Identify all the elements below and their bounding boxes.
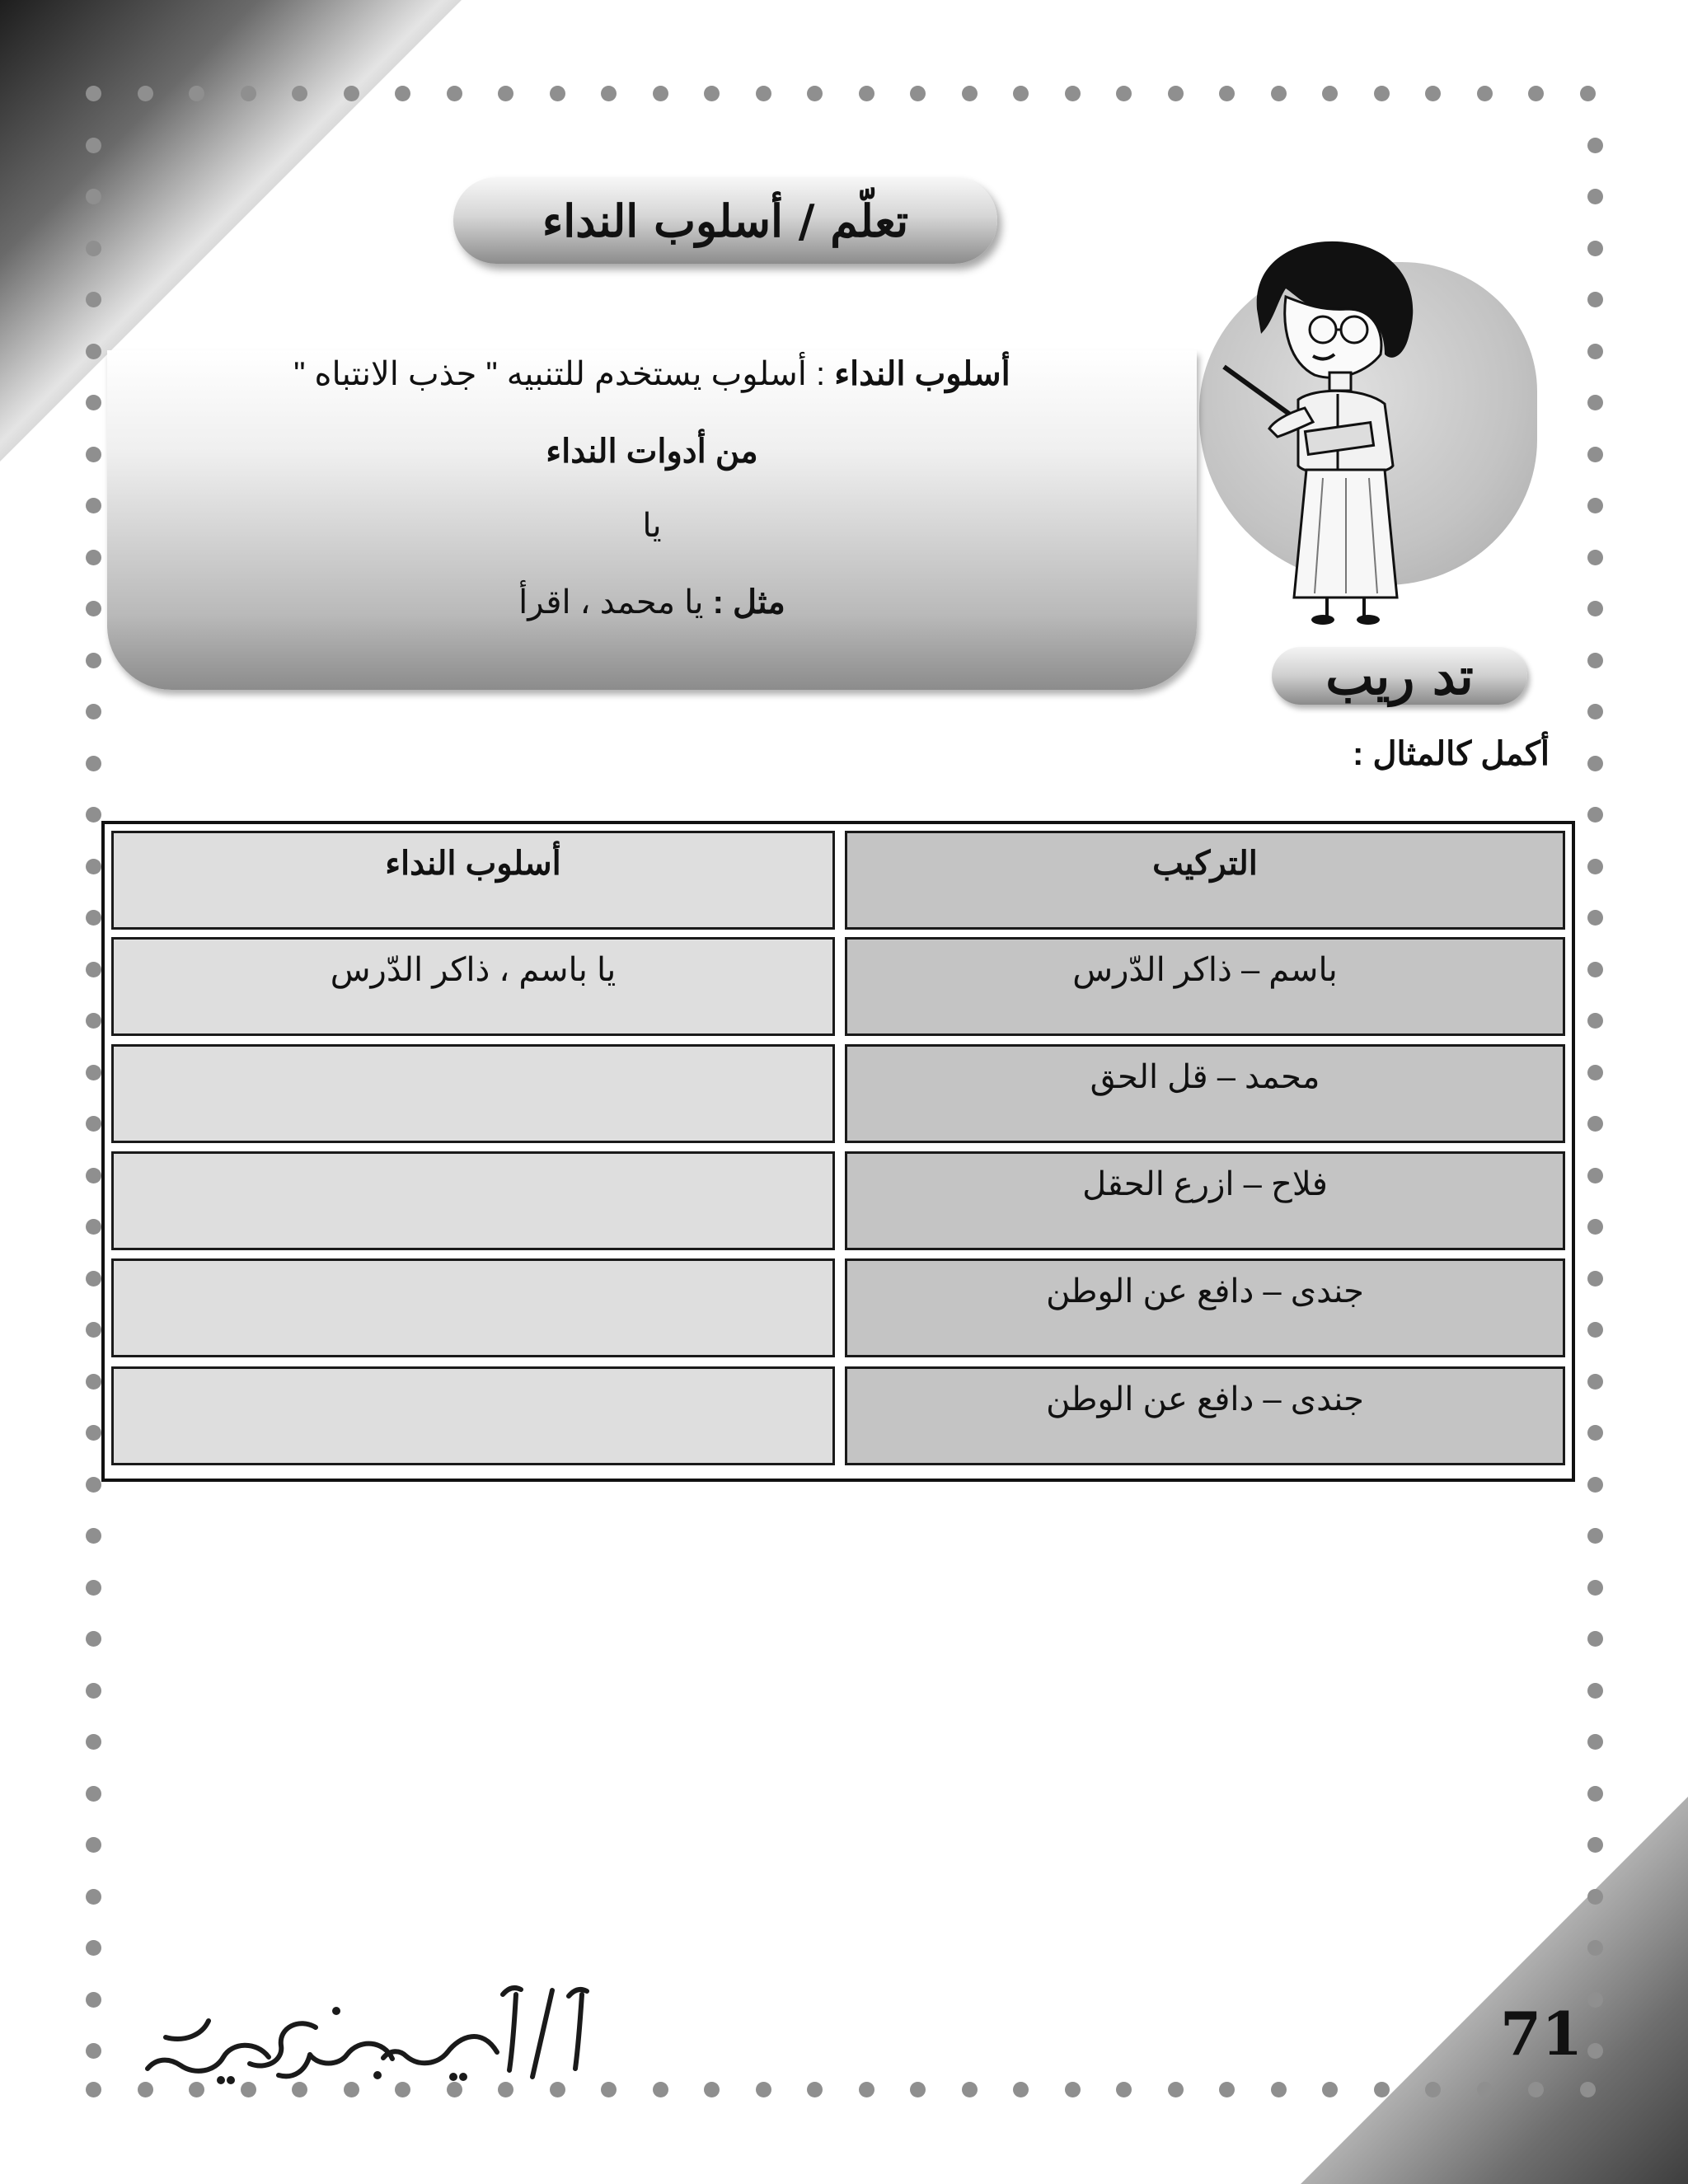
teacher-illustration xyxy=(1207,231,1537,635)
definition-line xyxy=(107,355,1197,393)
table-header-cell: التركيب xyxy=(845,831,1565,930)
table-header-cell: أسلوب النداء xyxy=(111,831,835,930)
border-dot xyxy=(86,910,101,926)
border-dot xyxy=(1587,1271,1603,1286)
border-dot xyxy=(86,498,101,513)
tools-heading: من أدوات النداء xyxy=(546,434,758,470)
border-dot xyxy=(395,86,410,101)
definition-term: أسلوب النداء xyxy=(834,356,1010,392)
border-dot xyxy=(1425,86,1441,101)
border-dot xyxy=(1587,189,1603,204)
border-dot xyxy=(86,1889,101,1905)
border-dot xyxy=(1587,704,1603,719)
border-dot xyxy=(1587,498,1603,513)
border-dot xyxy=(86,2082,101,2097)
border-dot xyxy=(1168,2082,1184,2097)
border-dot xyxy=(1374,86,1390,101)
border-dot xyxy=(1587,138,1603,153)
border-dot xyxy=(1587,344,1603,359)
border-dot xyxy=(1116,86,1132,101)
border-dot xyxy=(86,1734,101,1750)
border-dot xyxy=(86,756,101,771)
border-dot xyxy=(1322,2082,1338,2097)
border-dot xyxy=(1587,447,1603,462)
table-cell-answer: يا باسم ، ذاكر الدّرس xyxy=(111,937,835,1036)
border-dot xyxy=(138,86,153,101)
border-dot xyxy=(1425,2082,1441,2097)
border-dot xyxy=(859,2082,874,2097)
border-dot xyxy=(344,86,359,101)
border-dot xyxy=(1587,1837,1603,1853)
border-dot xyxy=(86,1013,101,1029)
border-dot xyxy=(86,395,101,410)
border-dot xyxy=(653,2082,668,2097)
border-dot xyxy=(1587,1116,1603,1132)
border-dot xyxy=(86,1580,101,1596)
border-dot xyxy=(189,86,204,101)
border-dot xyxy=(1587,1374,1603,1390)
border-dot xyxy=(86,859,101,874)
border-dot xyxy=(1587,241,1603,256)
border-dot xyxy=(601,86,617,101)
border-dot xyxy=(756,86,771,101)
border-dot xyxy=(86,189,101,204)
border-dot xyxy=(86,344,101,359)
border-dot xyxy=(1587,1734,1603,1750)
border-dot xyxy=(1587,1786,1603,1802)
border-dot xyxy=(86,138,101,153)
border-dot xyxy=(1587,859,1603,874)
border-dot xyxy=(1587,395,1603,410)
border-dot xyxy=(601,2082,617,2097)
border-dot xyxy=(1374,2082,1390,2097)
border-dot xyxy=(910,86,926,101)
lesson-title-banner xyxy=(453,177,997,264)
border-dot xyxy=(962,86,978,101)
border-dot xyxy=(86,1219,101,1235)
border-dot xyxy=(1587,1528,1603,1544)
border-dot xyxy=(86,1631,101,1647)
border-dot xyxy=(86,447,101,462)
border-dot xyxy=(86,292,101,307)
border-dot xyxy=(86,601,101,616)
border-dot xyxy=(1587,1992,1603,2008)
border-dot xyxy=(1477,2082,1493,2097)
border-dot xyxy=(1587,1013,1603,1029)
border-dot xyxy=(807,2082,823,2097)
border-dot xyxy=(859,86,874,101)
border-dot xyxy=(1587,756,1603,771)
border-dot xyxy=(86,1528,101,1544)
table-cell-answer-blank[interactable] xyxy=(111,1151,835,1250)
border-dot xyxy=(86,550,101,565)
border-dot xyxy=(1587,653,1603,668)
border-dot xyxy=(962,2082,978,2097)
border-dot xyxy=(86,1992,101,2008)
border-dot xyxy=(1219,2082,1235,2097)
corner-decoration-bottom-right xyxy=(1301,1797,1688,2184)
border-dot xyxy=(86,86,101,101)
table-cell-phrase: فلاح – ازرع الحقل xyxy=(845,1151,1565,1250)
border-dot xyxy=(447,86,462,101)
border-dot xyxy=(756,2082,771,2097)
border-dot xyxy=(1587,1168,1603,1183)
border-dot xyxy=(86,653,101,668)
border-dot xyxy=(86,1477,101,1493)
border-dot xyxy=(1168,86,1184,101)
border-dot xyxy=(1219,86,1235,101)
border-dot xyxy=(1587,807,1603,823)
table-cell-phrase: جندى – دافع عن الوطن xyxy=(845,1366,1565,1465)
border-dot xyxy=(498,86,513,101)
lesson-title: تعلّم / أسلوب النداء xyxy=(542,194,909,247)
border-dot xyxy=(704,86,720,101)
border-dot xyxy=(653,86,668,101)
border-dot xyxy=(910,2082,926,2097)
border-dot xyxy=(86,1374,101,1390)
border-dot xyxy=(550,86,565,101)
border-dot xyxy=(1587,1940,1603,1956)
border-dot xyxy=(1587,962,1603,977)
border-dot xyxy=(86,1271,101,1286)
border-dot xyxy=(1322,86,1338,101)
exercise-instruction: أكمل كالمثال : xyxy=(1353,736,1550,772)
border-dot xyxy=(86,1425,101,1441)
border-dot xyxy=(1587,2043,1603,2059)
example-label: مثل : xyxy=(712,584,785,621)
exercise-banner xyxy=(1272,647,1527,705)
border-dot xyxy=(1587,1065,1603,1080)
border-dot xyxy=(1271,86,1287,101)
border-dot xyxy=(86,807,101,823)
border-dot xyxy=(86,1168,101,1183)
border-dot xyxy=(1065,2082,1081,2097)
border-dot xyxy=(86,241,101,256)
border-dot xyxy=(86,1940,101,1956)
exercise-title: تد ريب xyxy=(1325,645,1474,706)
border-dot xyxy=(1587,1219,1603,1235)
border-dot xyxy=(1587,601,1603,616)
border-dot xyxy=(1528,2082,1544,2097)
border-dot xyxy=(292,86,307,101)
border-dot xyxy=(1587,1631,1603,1647)
pointer-stick xyxy=(1224,367,1298,420)
definition-text: : أسلوب يستخدم للتنبيه " جذب الانتباه " xyxy=(293,356,835,392)
vocative-tool: يا xyxy=(642,508,662,544)
table-cell-answer-blank[interactable] xyxy=(111,1044,835,1143)
grammar-rule-box xyxy=(107,350,1197,690)
border-dot xyxy=(1587,1425,1603,1441)
border-dot xyxy=(1013,2082,1029,2097)
border-dot xyxy=(86,1786,101,1802)
border-dot xyxy=(704,2082,720,2097)
border-dot xyxy=(86,1322,101,1338)
table-cell-answer-blank[interactable] xyxy=(111,1366,835,1465)
example-text: يا محمد ، اقرأ xyxy=(518,584,713,621)
border-dot xyxy=(1271,2082,1287,2097)
table-cell-phrase: جندى – دافع عن الوطن xyxy=(845,1258,1565,1357)
example-line xyxy=(107,583,1197,621)
border-dot xyxy=(1587,550,1603,565)
border-dot xyxy=(1013,86,1029,101)
border-dot xyxy=(86,704,101,719)
border-dot xyxy=(1587,1889,1603,1905)
border-dot xyxy=(1580,2082,1596,2097)
border-dot xyxy=(241,86,256,101)
border-dot xyxy=(1116,2082,1132,2097)
border-dot xyxy=(86,2043,101,2059)
border-dot xyxy=(1528,86,1544,101)
border-dot xyxy=(1587,1322,1603,1338)
author-signature xyxy=(130,1978,600,2089)
border-dot xyxy=(86,1116,101,1132)
border-dot xyxy=(86,962,101,977)
border-dot xyxy=(86,1683,101,1699)
border-dot xyxy=(1587,1477,1603,1493)
border-dot xyxy=(1477,86,1493,101)
border-dot xyxy=(86,1837,101,1853)
border-dot xyxy=(1587,1580,1603,1596)
border-dot xyxy=(1587,910,1603,926)
border-dot xyxy=(1580,86,1596,101)
table-cell-phrase: محمد – قل الحق xyxy=(845,1044,1565,1143)
page-number: 71 xyxy=(1500,1999,1583,2069)
table-cell-answer-blank[interactable] xyxy=(111,1258,835,1357)
border-dot xyxy=(1065,86,1081,101)
border-dot xyxy=(1587,292,1603,307)
border-dot xyxy=(807,86,823,101)
border-dot xyxy=(1587,1683,1603,1699)
exercise-table xyxy=(101,821,1575,1482)
border-dot xyxy=(86,1065,101,1080)
table-cell-phrase: باسم – ذاكر الدّرس xyxy=(845,937,1565,1036)
